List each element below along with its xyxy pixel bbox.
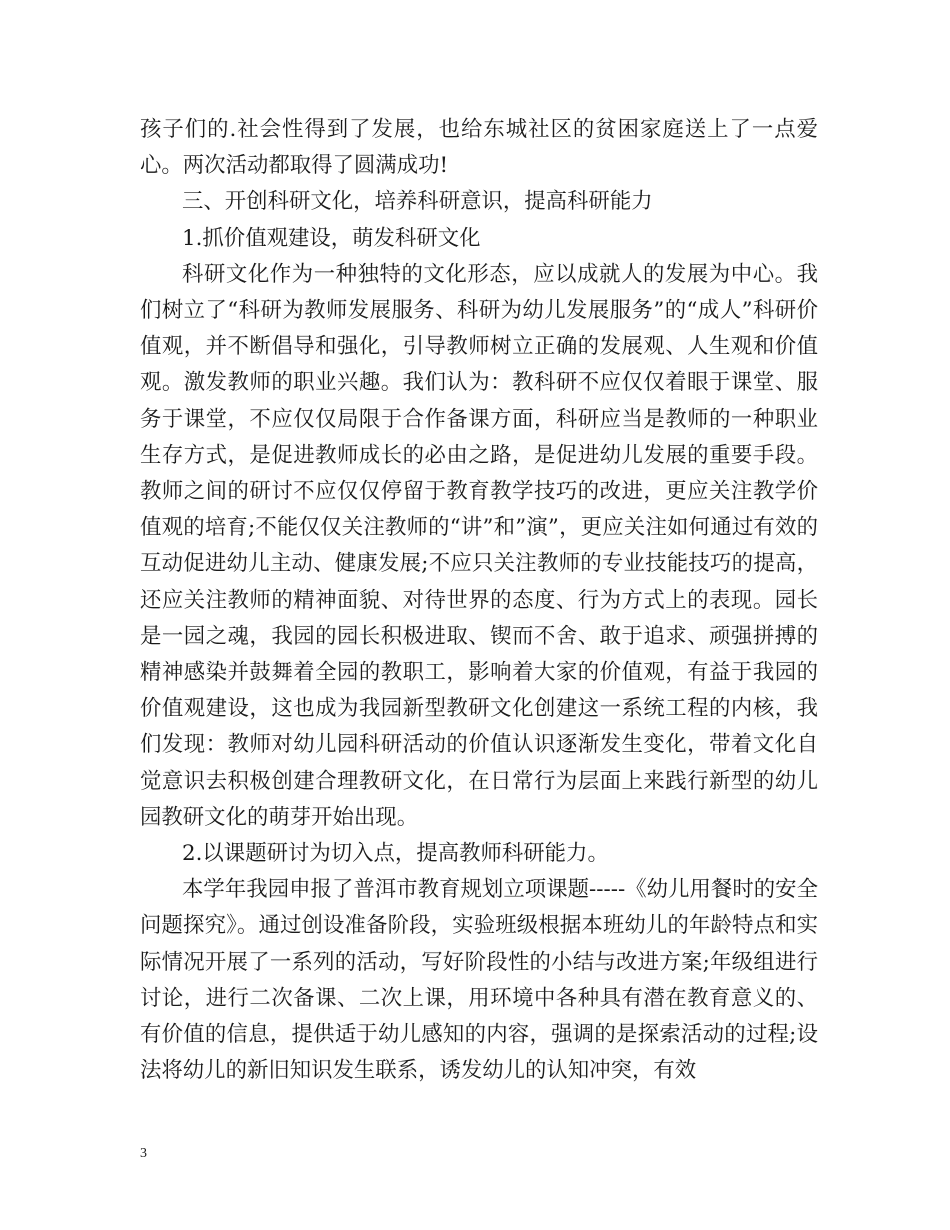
subheading-values: 1.抓价值观建设，萌发科研文化	[182, 225, 481, 251]
paragraph-continuation: 孩子们的.社会性得到了发展，也给东城社区的贫困家庭送上了一点爱心。两次活动都取得了圆满成功!	[140, 117, 818, 179]
section-heading-three: 三、开创科研文化，培养科研意识，提高科研能力	[182, 189, 653, 215]
subheading-project-research: 2.以课题研讨为切入点，提高教师科研能力。	[182, 841, 609, 867]
page-number: 3	[140, 1146, 147, 1161]
document-body	[140, 112, 818, 1089]
paragraph-research-culture: 科研文化作为一种独特的文化形态，应以成就人的发展为中心。我们树立了“科研为教师发展服务、科研为幼儿发展服务”的“成人”科研价值观，并不断倡导和强化，引导教师树立正确的发展观、人生观和价值观。激发教师的职业兴趣。我们认为：教科研不应仅仅着眼于课堂、服务于课堂，不应仅仅局限于合作备课方面，科研应当是教师的一种职业生存方式，是促进教师成长的必由之路，是促进幼儿发展的重要手段。教师之间的研讨不应仅仅停留于教育教学技巧的改进，更应关注教学价值观的培育;不能仅仅关注教师的“讲”和”演”，更应关注如何通过有效的互动促进幼儿主动、健康发展;不应只关注教师的专业技能技巧的提高，还应关注教师的精神面貌、对待世界的态度、行为方式上的表现。园长是一园之魂，我园的园长积极进取、锲而不舍、敢于追求、顽强拼搏的精神感染并鼓舞着全园的教职工，影响着大家的价值观，有益于我园的价值观建设，这也成为我园新型教研文化创建这一系统工程的内核，我们发现：教师对幼儿园科研活动的价值认识逐渐发生变化，带着文化自觉意识去积极创建合理教研文化，在日常行为层面上来践行新型的幼儿园教研文化的萌芽开始出现。	[140, 261, 818, 830]
paragraph-project: 本学年我园申报了普洱市教育规划立项课题-----《幼儿用餐时的安全问题探究》。通过创设准备阶段，实验班级根据本班幼儿的年龄特点和实际情况开展了一系列的活动，写好阶段性的小结与改进方案;年级组进行讨论，进行二次备课、二次上课，用环境中各种具有潜在教育意义的、有价值的信息，提供适于幼儿感知的内容，强调的是探索活动的过程;设法将幼儿的新旧知识发生联系，诱发幼儿的认知冲突，有效	[140, 877, 818, 1084]
